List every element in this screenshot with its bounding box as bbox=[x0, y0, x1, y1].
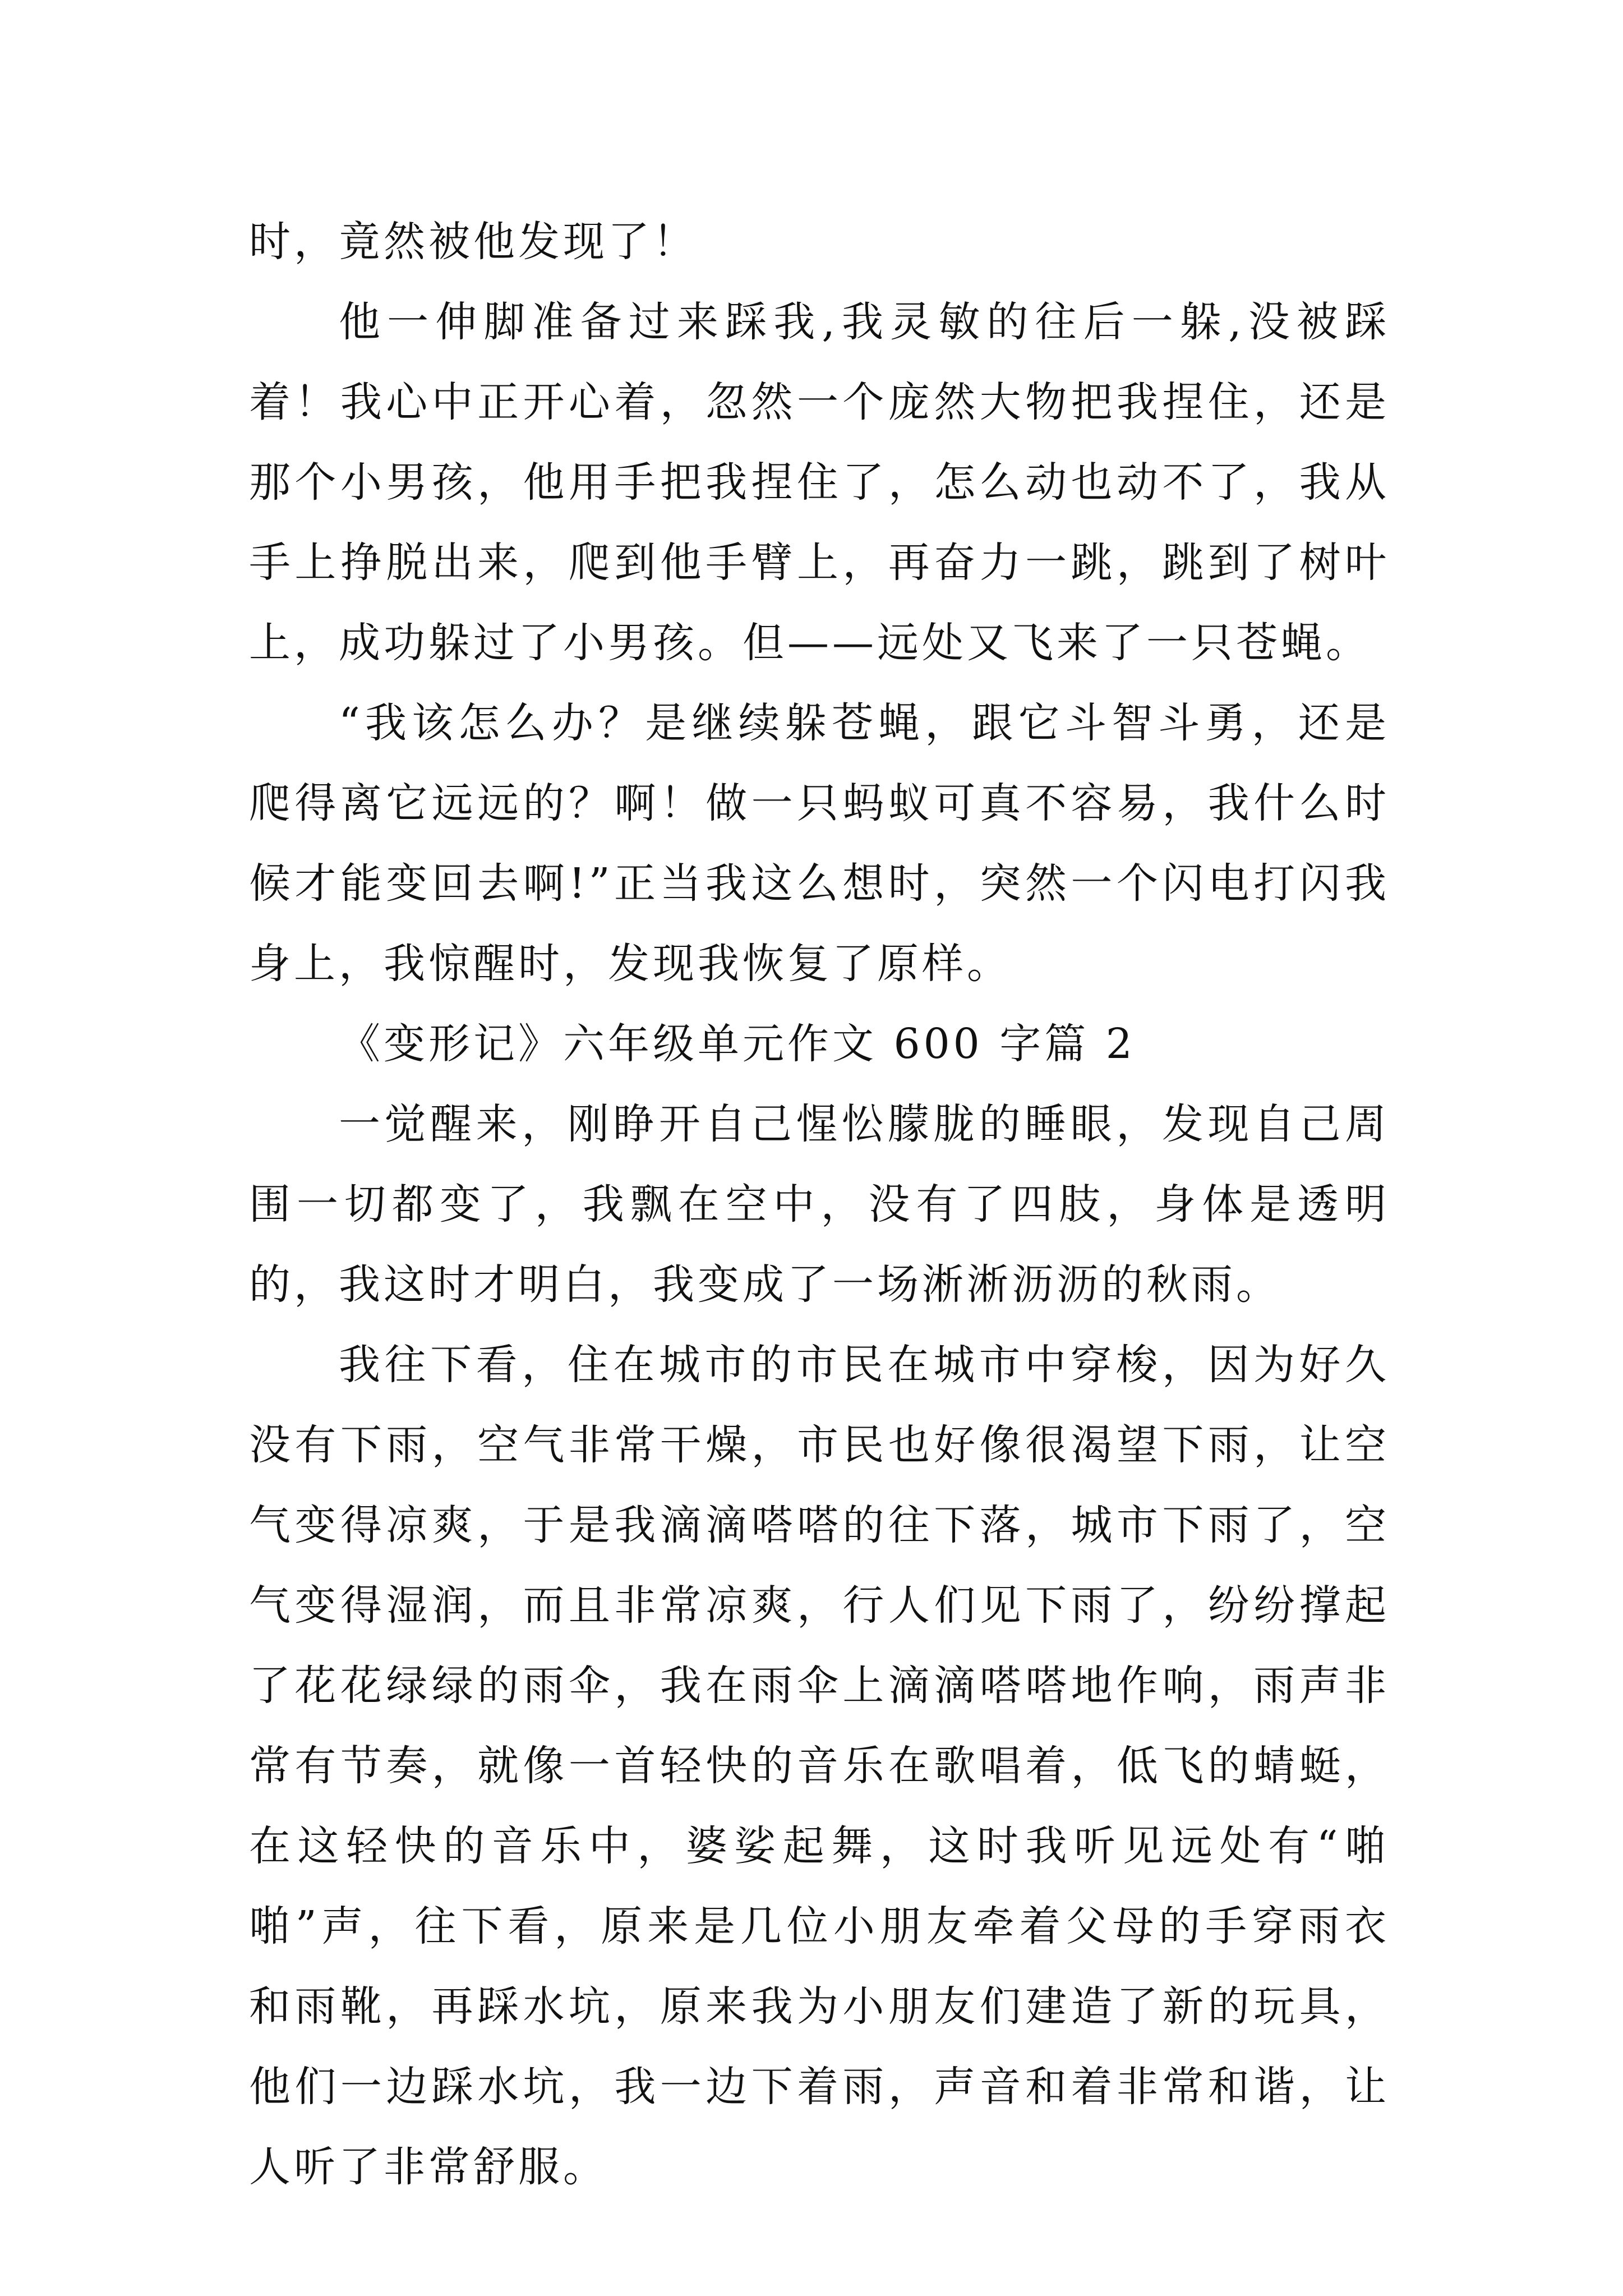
paragraph-rain-city: 我往下看，住在城市的市民在城市中穿梭，因为好久没有下雨，空气非常干燥，市民也好像很渴望下雨，让空气变得凉爽，于是我滴滴嗒嗒的往下落，城市下雨了，空气变得湿润，而且非常凉爽，行人们见下雨了，纷纷撑起了花花绿绿的雨伞，我在雨伞上滴滴嗒嗒地作响，雨声非常有节奏，就像一首轻快的音乐在歌唱着，低飞的蜻蜓，在这轻快的音乐中，婆娑起舞，这时我听见远处有“啪啪”声，往下看，原来是几位小朋友牵着父母的手穿雨衣和雨靴，再踩水坑，原来我为小朋友们建造了新的玩具，他们一边踩水坑，我一边下着雨，声音和着非常和谐，让人听了非常舒服。 bbox=[249, 1341, 1390, 2191]
section-heading: 《变形记》六年级单元作文 600 字篇 2 bbox=[339, 1020, 1136, 1068]
body-text bbox=[249, 202, 1390, 2207]
paragraph-continued: 时，竟然被他发现了！ bbox=[249, 218, 698, 266]
paragraph-ant-thoughts: “我该怎么办？是继续躲苍蝇，跟它斗智斗勇，还是爬得离它远远的？啊！做一只蚂蚁可真不容易，我什么时候才能变回去啊!”正当我这么想时，突然一个闪电打闪我身上，我惊醒时，发现我恢复了原样。 bbox=[249, 699, 1390, 988]
paragraph-ant-escape: 他一伸脚准备过来踩我,我灵敏的往后一躲,没被踩着！我心中正开心着，忽然一个庞然大物把我捏住，还是那个小男孩，他用手把我捏住了，怎么动也动不了，我从手上挣脱出来，爬到他手臂上，再奋力一跳，跳到了树叶上，成功躲过了小男孩。但——远处又飞来了一只苍蝇。 bbox=[249, 298, 1390, 667]
paragraph-rain-awakening: 一觉醒来，刚睁开自己惺忪朦胧的睡眼，发现自己周围一切都变了，我飘在空中，没有了四肢，身体是透明的，我这时才明白，我变成了一场淅淅沥沥的秋雨。 bbox=[249, 1100, 1390, 1309]
